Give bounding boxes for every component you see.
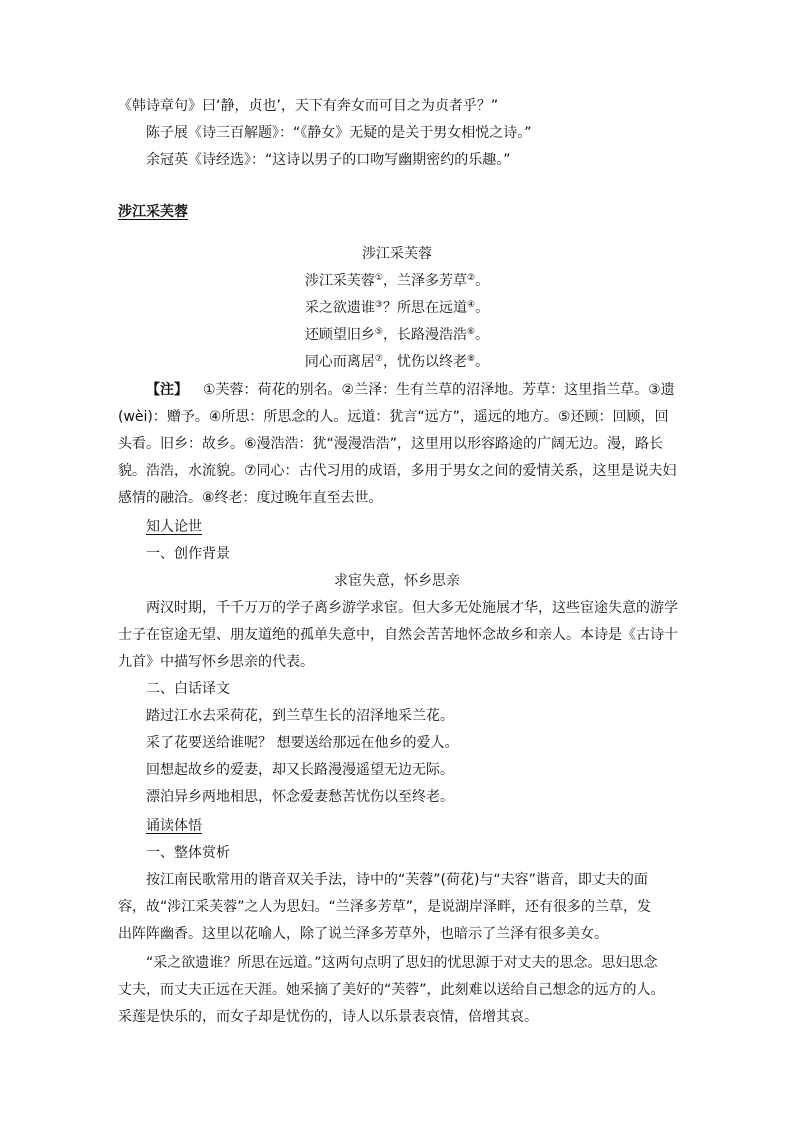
note-marker: ⑧ xyxy=(467,354,476,364)
paragraph-line: 丈夫，而丈夫正远在天涯。她采摘了美好的“芙蓉”，此刻难以送给自己想念的远方的人。 xyxy=(118,982,665,998)
paragraph-line: 容，故“涉江采芙蓉”之人为思妇。“兰泽多芳草”，是说湖岸泽畔，还有很多的兰草，发 xyxy=(118,899,652,915)
quote-line: 余冠英《诗经选》：“这诗以男子的口吻写幽期密约的乐趣。” xyxy=(146,152,511,168)
notes-line: 貌。浩浩，水流貌。⑦同心：古代习用的成语，多用于男女之间的爱情关系，这里是说夫妇 xyxy=(118,463,677,479)
note-marker: ① xyxy=(374,273,383,283)
note-marker: ⑦ xyxy=(374,354,383,364)
paragraph-line: 九首》中描写怀乡思亲的代表。 xyxy=(118,654,314,670)
notes-line: ①芙蓉：荷花的别名。②兰泽：生有兰草的沼泽地。芳草：这里指兰草。③遗 xyxy=(203,382,675,398)
songdu-heading: 诵读体悟 xyxy=(146,818,202,834)
quote-line: 《韩诗章句》曰‘静，贞也’，天下有奔女而可目之为贞者乎？” xyxy=(118,98,499,114)
center-title: 求宦失意，怀乡思亲 xyxy=(334,573,460,589)
poem-line: 还顾望旧乡⑤，长路漫浩浩⑥。 xyxy=(304,327,490,343)
notes-line: 感情的融洽。⑧终老：度过晚年直至去世。 xyxy=(118,490,383,506)
translation-line: 回想起故乡的爱妻，却又长路漫漫遥望无边无际。 xyxy=(146,762,454,778)
paragraph-line: “采之欲遗谁？所思在远道。”这两句点明了思妇的忧思源于对丈夫的思念。思妇思念 xyxy=(146,955,658,971)
paragraph-line: 采莲是快乐的，而女子却是忧伤的，诗人以乐景表哀情，倍增其哀。 xyxy=(118,1009,538,1025)
note-marker: ④ xyxy=(467,300,476,310)
section-title: 涉江采芙蓉 xyxy=(118,204,188,220)
notes-line: (wèi)：赠予。④所思：所思念的人。远道：犹言“远方”，遥远的地方。⑤还顾：回顾，回 xyxy=(118,409,669,425)
notes-label: 【注】 xyxy=(146,382,188,398)
translation-line: 踏过江水去采荷花，到兰草生长的沼泽地采兰花。 xyxy=(146,708,454,724)
poem-line: 同心而离居⑦，忧伤以终老⑧。 xyxy=(304,354,490,370)
note-marker: ③ xyxy=(374,300,383,310)
subheading: 一、整体赏析 xyxy=(146,845,230,861)
paragraph-line: 两汉时期，千千万万的学子离乡游学求宦。但大多无处施展才华，这些宦途失意的游学 xyxy=(146,600,678,616)
poem-line: 采之欲遗谁③？所思在远道④。 xyxy=(304,300,490,316)
subheading: 一、创作背景 xyxy=(146,546,230,562)
zhiren-heading: 知人论世 xyxy=(146,519,202,535)
subheading: 二、白话译文 xyxy=(146,681,230,697)
note-marker: ② xyxy=(467,273,476,283)
note-marker: ⑥ xyxy=(467,327,476,337)
note-marker: ⑤ xyxy=(374,327,383,337)
poem-title: 涉江采芙蓉 xyxy=(362,246,432,262)
quote-line: 陈子展《诗三百解题》：“《静女》无疑的是关于男女相悦之诗。” xyxy=(146,125,532,141)
poem-line: 涉江采芙蓉①，兰泽多芳草②。 xyxy=(304,273,490,289)
paragraph-line: 按江南民歌常用的谐音双关手法，诗中的“芙蓉”(荷花)与“夫容”谐音，即丈夫的面 xyxy=(146,872,648,888)
notes-line: 头看。旧乡：故乡。⑥漫浩浩：犹“漫漫浩浩”，这里用以形容路途的广阔无边。漫，路长 xyxy=(118,436,664,452)
paragraph-line: 出阵阵幽香。这里以花喻人，除了说兰泽多芳草外，也暗示了兰泽有很多美女。 xyxy=(118,926,608,942)
paragraph-line: 士子在宦途无望、朋友道绝的孤单失意中，自然会苦苦地怀念故乡和亲人。本诗是《古诗十 xyxy=(118,627,678,643)
translation-line: 采了花要送给谁呢？ 想要送给那远在他乡的爱人。 xyxy=(146,735,459,751)
translation-line: 漂泊异乡两地相思，怀念爱妻愁苦忧伤以至终老。 xyxy=(146,789,454,805)
